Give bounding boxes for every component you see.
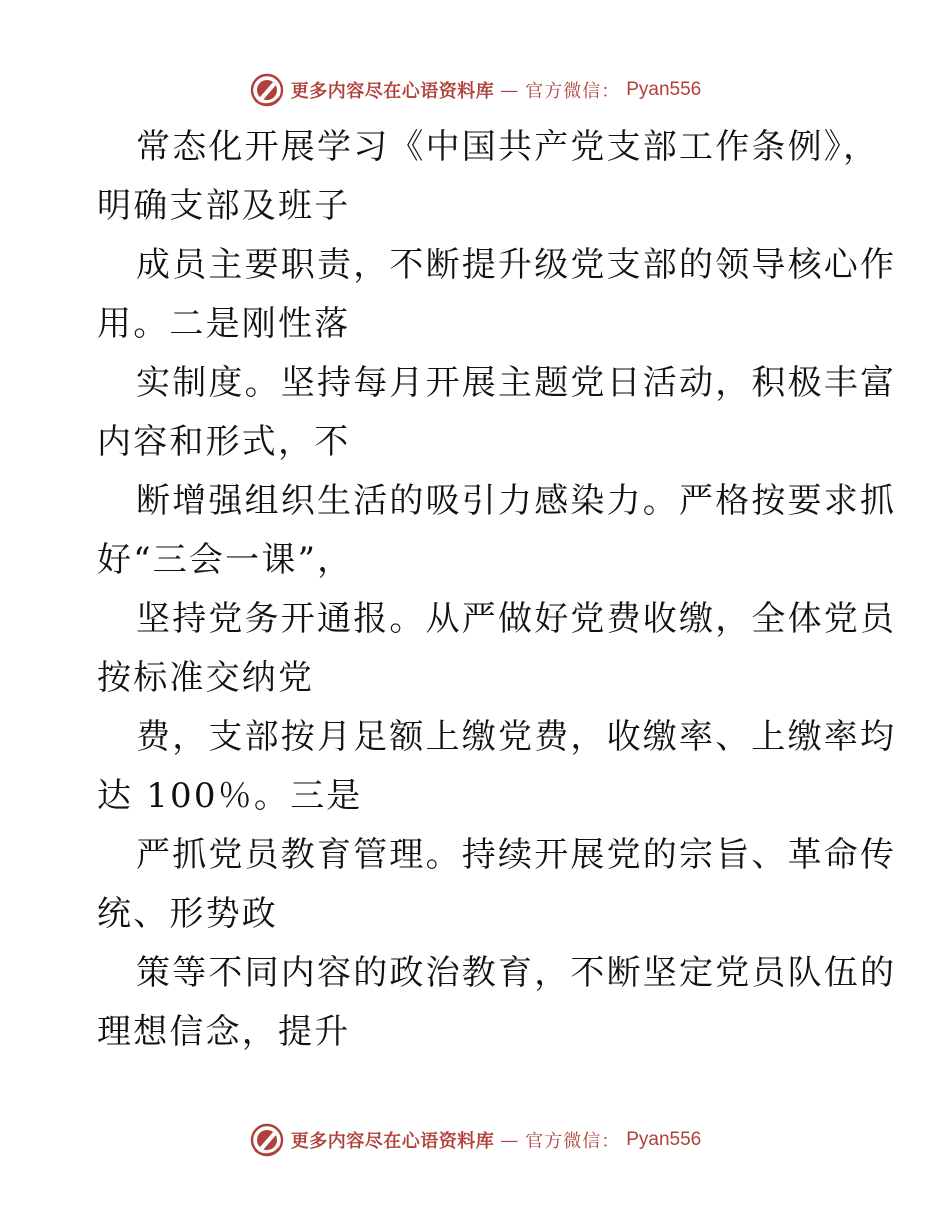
body-line: 常态化开展学习《中国共产党支部工作条例》， bbox=[136, 127, 880, 167]
watermark-site-text: 更多内容尽在心语资料库 bbox=[290, 81, 495, 102]
body-line: 实制度。坚持每月开展主题党日活动，积极丰富 bbox=[136, 363, 897, 403]
body-line: 严抓党员教育管理。持续开展党的宗旨、革命传 bbox=[136, 835, 897, 875]
header-watermark bbox=[0, 70, 950, 110]
watermark-site-text: 更多内容尽在心语资料库 bbox=[290, 1131, 495, 1152]
watermark-wechat-id: Pyan556 bbox=[626, 1129, 702, 1150]
body-line: 用。二是刚性落 bbox=[97, 304, 351, 344]
watermark-dash: — bbox=[500, 1129, 520, 1151]
watermark-dash: — bbox=[500, 79, 520, 101]
body-line: 断增强组织生活的吸引力感染力。严格按要求抓 bbox=[136, 481, 897, 521]
watermark-wechat-label: 官方微信： bbox=[525, 1131, 621, 1152]
pen-logo-icon bbox=[249, 1122, 285, 1158]
footer-watermark bbox=[0, 1120, 950, 1160]
body-line: 明确支部及班子 bbox=[97, 186, 351, 226]
body-line: 按标准交纳党 bbox=[97, 658, 315, 698]
body-line: 理想信念，提升 bbox=[97, 1012, 351, 1052]
watermark-wechat-label: 官方微信： bbox=[525, 81, 621, 102]
body-line: 达 100％。三是 bbox=[97, 776, 363, 816]
body-line: 好“三会一课”， bbox=[97, 540, 354, 580]
body-line: 坚持党务开通报。从严做好党费收缴，全体党员 bbox=[136, 599, 897, 639]
pen-logo-icon bbox=[249, 72, 285, 108]
body-line: 策等不同内容的政治教育，不断坚定党员队伍的 bbox=[136, 953, 897, 993]
body-line: 成员主要职责，不断提升级党支部的领导核心作 bbox=[136, 245, 897, 285]
body-line: 费，支部按月足额上缴党费，收缴率、上缴率均 bbox=[136, 717, 897, 757]
body-line: 内容和形式，不 bbox=[97, 422, 351, 462]
document-body bbox=[0, 118, 950, 1062]
body-line: 统、形势政 bbox=[97, 894, 278, 934]
watermark-wechat-id: Pyan556 bbox=[626, 79, 702, 100]
